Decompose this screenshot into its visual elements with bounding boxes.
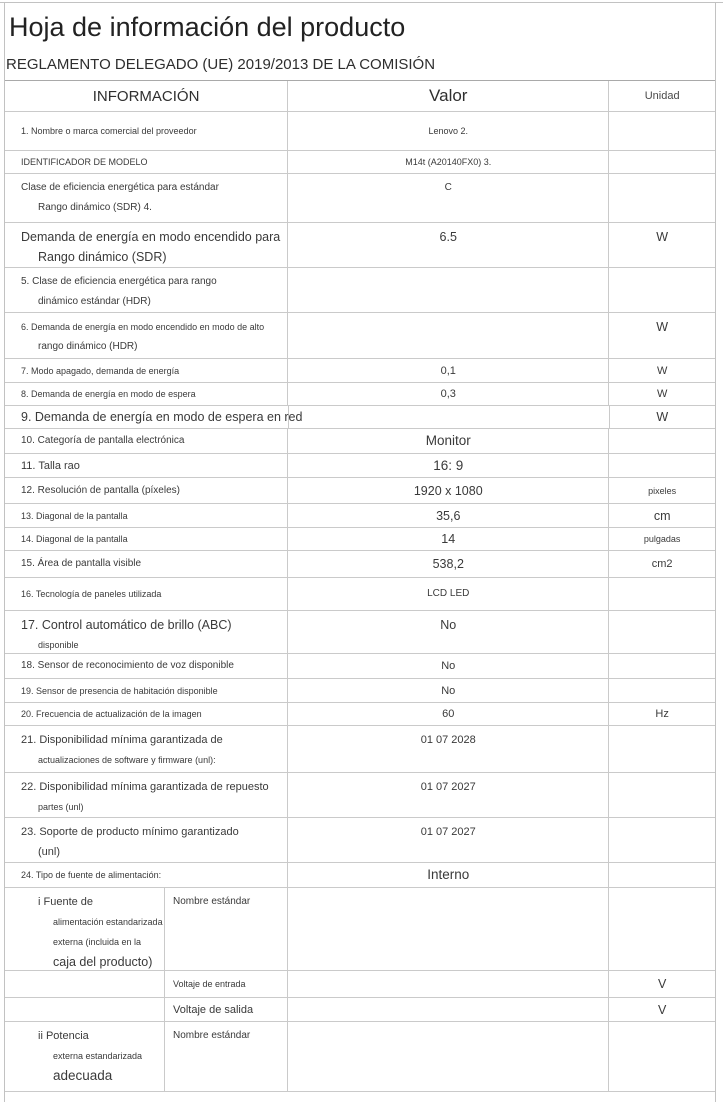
product-table	[5, 80, 715, 1092]
unit-text: W	[656, 388, 668, 400]
unit-header: Unidad	[644, 90, 680, 102]
unit-text: Hz	[655, 708, 669, 720]
table-row	[5, 998, 715, 1022]
unit-text: cm2	[651, 558, 673, 570]
info-subcell-left	[5, 1022, 165, 1091]
label-line: adecuada	[53, 1068, 113, 1083]
info-subcell-right	[165, 998, 287, 1021]
label-line: i Fuente de	[38, 896, 94, 908]
label-line: Demanda de energía en modo encendido para	[21, 230, 281, 244]
unit-cell	[609, 383, 715, 405]
info-cell	[5, 313, 288, 358]
label-line: disponible	[38, 640, 79, 650]
value-cell	[288, 611, 609, 653]
label-line: Nombre estándar	[173, 896, 251, 907]
table-row	[5, 268, 715, 313]
unit-text: W	[656, 230, 669, 244]
table-row	[5, 703, 715, 726]
unit-cell	[609, 151, 715, 173]
value-text: M14t (A20140FX0) 3.	[405, 157, 492, 167]
value-text: 35,6	[436, 508, 461, 523]
unit-cell	[609, 888, 715, 970]
table-row	[5, 971, 715, 998]
value-text: 0,3	[440, 388, 456, 400]
info-cell	[5, 818, 288, 862]
label-line: 18. Sensor de reconocimiento de voz disponible	[21, 660, 234, 671]
value-text: 14	[441, 532, 456, 546]
label-line: externa (incluida en la	[53, 937, 142, 947]
value-text: 01 07 2027	[420, 781, 476, 793]
label-line: 1. Nombre o marca comercial del proveedor	[21, 126, 197, 136]
info-subcell-right	[165, 888, 287, 970]
info-cell	[5, 528, 288, 550]
info-cell	[5, 223, 288, 267]
table-row	[5, 818, 715, 863]
info-cell	[5, 998, 288, 1021]
unit-cell	[609, 551, 715, 577]
table-row	[5, 863, 715, 888]
info-cell	[5, 863, 288, 887]
label-line: dinámico estándar (HDR)	[38, 296, 151, 307]
table-row	[5, 504, 715, 528]
value-cell	[288, 528, 609, 550]
value-text: 01 07 2028	[420, 734, 476, 746]
value-header: Valor	[288, 81, 609, 111]
table-row	[5, 174, 715, 223]
label-line: 9. Demanda de energía en modo de espera en red	[21, 410, 303, 424]
label-line: Voltaje de entrada	[173, 979, 246, 989]
info-cell	[5, 654, 288, 678]
info-cell	[5, 454, 288, 477]
value-text: C	[444, 182, 452, 193]
table-row	[5, 551, 715, 578]
label-line: Rango dinámico (SDR) 4.	[38, 202, 152, 213]
info-cell	[5, 888, 288, 970]
unit-cell	[609, 971, 715, 997]
unit-cell	[609, 679, 715, 702]
value-cell	[288, 773, 609, 817]
value-cell	[288, 1022, 609, 1091]
value-cell	[288, 654, 609, 678]
unit-cell	[609, 174, 715, 222]
value-text: LCD LED	[427, 588, 470, 599]
table-header-row	[5, 81, 715, 112]
info-cell	[5, 773, 288, 817]
unit-text: pixeles	[648, 485, 677, 496]
label-line: rango dinámico (HDR)	[38, 341, 138, 352]
table-row	[5, 406, 715, 429]
table-row	[5, 478, 715, 504]
label-line: 20. Frecuencia de actualización de la imagen	[21, 709, 202, 719]
value-cell	[288, 863, 609, 887]
info-subcell-left	[5, 998, 165, 1021]
value-text: No	[441, 684, 456, 697]
table-row	[5, 528, 715, 551]
table-body	[5, 112, 715, 1092]
info-cell	[5, 359, 288, 382]
table-row	[5, 429, 715, 454]
value-cell	[288, 151, 609, 173]
info-cell	[5, 504, 288, 527]
label-line: (unl)	[38, 846, 61, 858]
value-cell	[288, 578, 609, 610]
unit-cell	[609, 726, 715, 772]
unit-cell	[609, 863, 715, 887]
unit-cell	[609, 313, 715, 358]
table-row	[5, 359, 715, 383]
unit-cell	[609, 998, 715, 1021]
table-row	[5, 578, 715, 611]
label-line: 5. Clase de eficiencia energética para rango	[21, 276, 217, 287]
value-text: Interno	[427, 867, 470, 882]
table-row	[5, 611, 715, 654]
table-row	[5, 773, 715, 818]
label-line: 16. Tecnología de paneles utilizada	[21, 589, 162, 599]
unit-cell	[610, 406, 716, 428]
unit-cell	[609, 703, 715, 725]
value-text: No	[441, 660, 456, 672]
unit-cell	[609, 429, 715, 453]
unit-cell	[609, 223, 715, 267]
value-cell	[288, 971, 609, 997]
info-cell	[5, 726, 288, 772]
unit-cell	[609, 773, 715, 817]
unit-cell	[609, 654, 715, 678]
info-cell	[5, 174, 288, 222]
label-line: 10. Categoría de pantalla electrónica	[21, 435, 185, 446]
label-line: 17. Control automático de brillo (ABC)	[21, 618, 232, 632]
label-line: 7. Modo apagado, demanda de energía	[21, 365, 180, 376]
label-line: Clase de eficiencia energética para estándar	[21, 182, 219, 193]
unit-cell	[609, 504, 715, 527]
value-cell	[289, 406, 610, 428]
info-subcell-left	[5, 888, 165, 970]
label-line: Rango dinámico (SDR)	[38, 250, 167, 264]
value-cell	[288, 888, 609, 970]
table-row	[5, 726, 715, 773]
unit-cell	[609, 112, 715, 150]
page-title: Hoja de información del producto	[9, 12, 406, 42]
value-text: 16: 9	[433, 457, 464, 473]
label-line: 6. Demanda de energía en modo encendido en modo de alto	[21, 322, 265, 332]
info-cell	[5, 383, 288, 405]
value-text: 538,2	[432, 557, 464, 571]
info-cell	[5, 406, 303, 428]
label-line: ii Potencia	[38, 1030, 89, 1042]
unit-text: W	[656, 320, 669, 334]
unit-cell	[609, 454, 715, 477]
value-cell	[288, 551, 609, 577]
info-cell	[5, 971, 288, 997]
value-cell	[288, 478, 609, 503]
value-cell	[288, 359, 609, 382]
label-line: 15. Área de pantalla visible	[21, 558, 142, 569]
value-cell	[288, 112, 609, 150]
regulation-subtitle: REGLAMENTO DELEGADO (UE) 2019/2013 DE LA COMISIÓN	[6, 56, 436, 73]
label-line: actualizaciones de software y firmware (unl):	[38, 755, 216, 765]
label-line: 14. Diagonal de la pantalla	[21, 534, 128, 544]
unit-cell	[609, 1022, 715, 1091]
table-row	[5, 679, 715, 703]
unit-cell	[609, 528, 715, 550]
info-header: INFORMACIÓN	[5, 81, 288, 111]
value-text: 1920 x 1080	[413, 483, 483, 498]
value-cell	[288, 174, 609, 222]
table-row	[5, 1022, 715, 1092]
info-cell	[5, 679, 288, 702]
info-subcell-left	[5, 971, 165, 997]
unit-cell	[609, 611, 715, 653]
label-line: caja del producto)	[53, 955, 153, 969]
info-cell	[5, 478, 288, 503]
label-line: 12. Resolución de pantalla (píxeles)	[21, 484, 180, 496]
label-line: 21. Disponibilidad mínima garantizada de	[21, 734, 223, 746]
label-line: partes (unl)	[38, 802, 84, 812]
value-text: Monitor	[425, 433, 471, 448]
info-cell	[5, 703, 288, 725]
value-text: Lenovo 2.	[428, 126, 469, 136]
table-row	[5, 223, 715, 268]
info-cell	[5, 578, 288, 610]
value-cell	[288, 383, 609, 405]
value-text: 0,1	[440, 364, 456, 377]
value-cell	[288, 313, 609, 358]
value-cell	[288, 703, 609, 725]
unit-cell	[609, 359, 715, 382]
value-text: 01 07 2027	[420, 826, 476, 838]
unit-text: W	[656, 410, 669, 424]
value-cell	[288, 454, 609, 477]
unit-cell	[609, 578, 715, 610]
label-line: Voltaje de salida	[173, 1003, 254, 1016]
info-cell	[5, 429, 288, 453]
unit-text: V	[657, 977, 667, 991]
value-cell	[288, 679, 609, 702]
value-cell	[288, 726, 609, 772]
label-line: 19. Sensor de presencia de habitación disponible	[21, 685, 218, 696]
info-subcell-right	[165, 1022, 287, 1091]
table-row	[5, 383, 715, 406]
value-cell	[288, 998, 609, 1021]
unit-text: pulgadas	[643, 534, 681, 544]
info-cell	[5, 551, 288, 577]
value-text: 6.5	[439, 230, 457, 244]
label-line: 11. Talla rao	[21, 459, 80, 472]
unit-text: V	[657, 1002, 667, 1017]
table-row	[5, 151, 715, 174]
label-line: 22. Disponibilidad mínima garantizada de repuesto	[21, 781, 269, 793]
label-line: alimentación estandarizada	[53, 917, 163, 927]
table-row	[5, 654, 715, 679]
value-cell	[288, 268, 609, 312]
label-line: 23. Soporte de producto mínimo garantizado	[21, 826, 239, 838]
info-cell	[5, 268, 288, 312]
label-line: 24. Tipo de fuente de alimentación:	[21, 870, 162, 880]
info-cell	[5, 611, 288, 653]
unit-cell	[609, 478, 715, 503]
value-text: No	[440, 618, 457, 632]
label-line: 13. Diagonal de la pantalla	[21, 510, 128, 521]
table-row	[5, 454, 715, 478]
unit-cell	[609, 818, 715, 862]
unit-text: W	[656, 364, 668, 377]
value-cell	[288, 504, 609, 527]
title-band	[5, 2, 715, 80]
table-row	[5, 313, 715, 359]
unit-cell	[609, 268, 715, 312]
label-line: IDENTIFICADOR DE MODELO	[21, 157, 148, 167]
value-cell	[288, 223, 609, 267]
value-cell	[288, 818, 609, 862]
document-frame	[4, 2, 716, 1102]
unit-text: cm	[653, 508, 671, 523]
label-line: externa estandarizada	[53, 1051, 143, 1061]
info-cell	[5, 1022, 288, 1091]
value-text: 60	[442, 708, 455, 720]
label-line: Nombre estándar	[173, 1030, 251, 1041]
table-row	[5, 888, 715, 971]
label-line: 8. Demanda de energía en modo de espera	[21, 389, 196, 399]
info-subcell-right	[165, 971, 287, 997]
info-cell	[5, 112, 288, 150]
table-row	[5, 112, 715, 151]
info-cell	[5, 151, 288, 173]
value-cell	[288, 429, 609, 453]
